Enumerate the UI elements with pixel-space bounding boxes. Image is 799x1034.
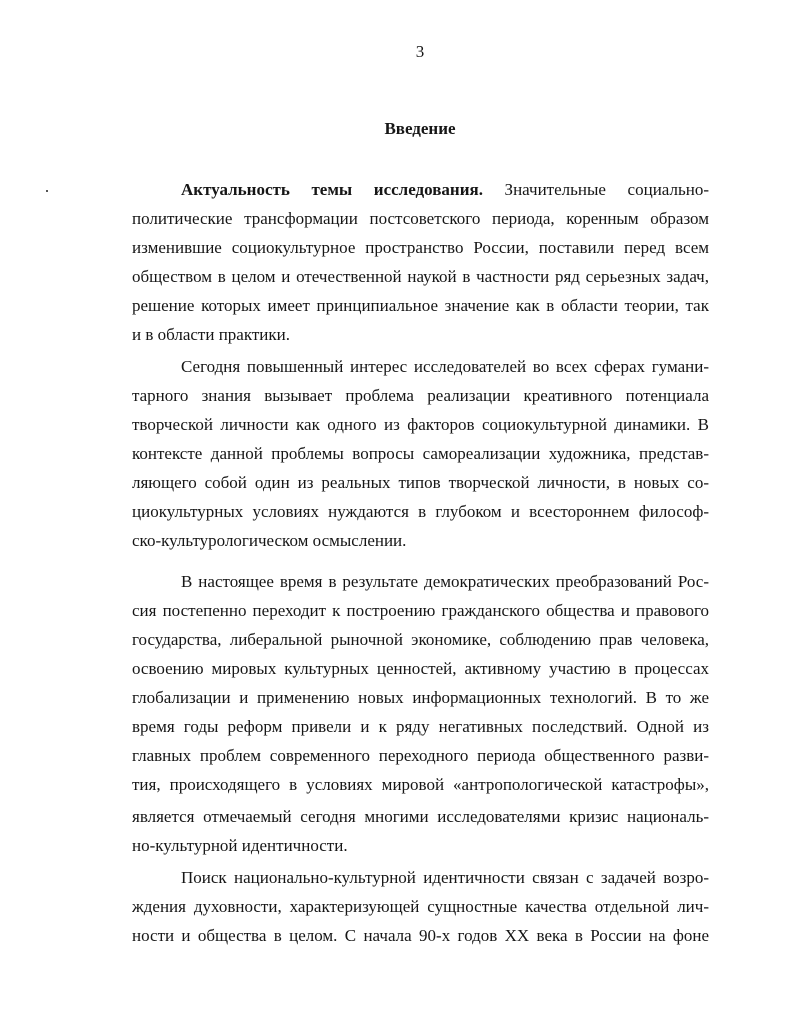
paragraph-3-line-4: освоению мировых культурных ценностей, активному участию в процессах xyxy=(132,659,709,678)
paragraph-2-line-7: ско-культурологическом осмыслении. xyxy=(132,531,407,550)
paragraph-1-line-3: изменившие социокультурное пространство России, поставили перед всем xyxy=(132,238,709,257)
paragraph-3-line-8: тия, происходящего в условиях мировой «антропологической катастрофы», xyxy=(132,775,709,794)
paragraph-3-line-1: В настоящее время в результате демократических преобразований Рос- xyxy=(181,572,709,591)
paragraph-1-line-4: обществом в целом и отечественной наукой в частности ряд серьезных задач, xyxy=(132,267,709,286)
paragraph-1-line-2: политические трансформации постсоветского периода, коренным образом xyxy=(132,209,709,228)
section-heading: Введение xyxy=(384,119,456,138)
paragraph-1-line-6: и в области практики. xyxy=(132,325,291,344)
paragraph-2-line-2: тарного знания вызывает проблема реализации креативного потенциала xyxy=(132,386,709,405)
paragraph-2-line-4: контексте данной проблемы вопросы самореализации художника, представ- xyxy=(132,444,709,463)
paragraph-2-line-3: творческой личности как одного из факторов социокультурной динамики. В xyxy=(132,415,709,434)
paragraph-3-line-9: является отмечаемый сегодня многими исследователями кризис националь- xyxy=(132,807,709,826)
paragraph-1-line-1-text: Значительные социально- xyxy=(504,180,709,199)
paragraph-4-line-2: ждения духовности, характеризующей сущностные качества отдельной лич- xyxy=(132,897,709,916)
paragraph-2-line-1: Сегодня повышенный интерес исследователей во всех сферах гумани- xyxy=(181,357,709,376)
scan-speck xyxy=(46,190,48,192)
paragraph-1-line-1 xyxy=(181,178,709,202)
paragraph-3-line-3: государства, либеральной рыночной экономике, соблюдению прав человека, xyxy=(132,630,709,649)
paragraph-2-line-5: ляющего собой один из реальных типов творческой личности, в новых со- xyxy=(132,473,709,492)
paragraph-3-line-5: глобализации и применению новых информационных технологий. В то же xyxy=(132,688,709,707)
paragraph-4-line-1: Поиск национально-культурной идентичности связан с задачей возро- xyxy=(181,868,709,887)
paragraph-3-line-6: время годы реформ привели и к ряду негативных последствий. Одной из xyxy=(132,717,709,736)
paragraph-2-line-6: циокультурных условиях нуждаются в глубоком и всестороннем философ- xyxy=(132,502,709,521)
relevance-lead: Актуальность темы исследования. xyxy=(181,180,483,199)
page-number: 3 xyxy=(415,42,425,61)
paragraph-1-line-5: решение которых имеет принципиальное значение как в области теории, так xyxy=(132,296,709,315)
paragraph-3-line-10: но-культурной идентичности. xyxy=(132,836,348,855)
paragraph-3-line-2: сия постепенно переходит к построению гражданского общества и правового xyxy=(132,601,709,620)
paragraph-3-line-7: главных проблем современного переходного периода общественного разви- xyxy=(132,746,709,765)
paragraph-4-line-3: ности и общества в целом. С начала 90-х годов XX века в России на фоне xyxy=(132,926,709,945)
